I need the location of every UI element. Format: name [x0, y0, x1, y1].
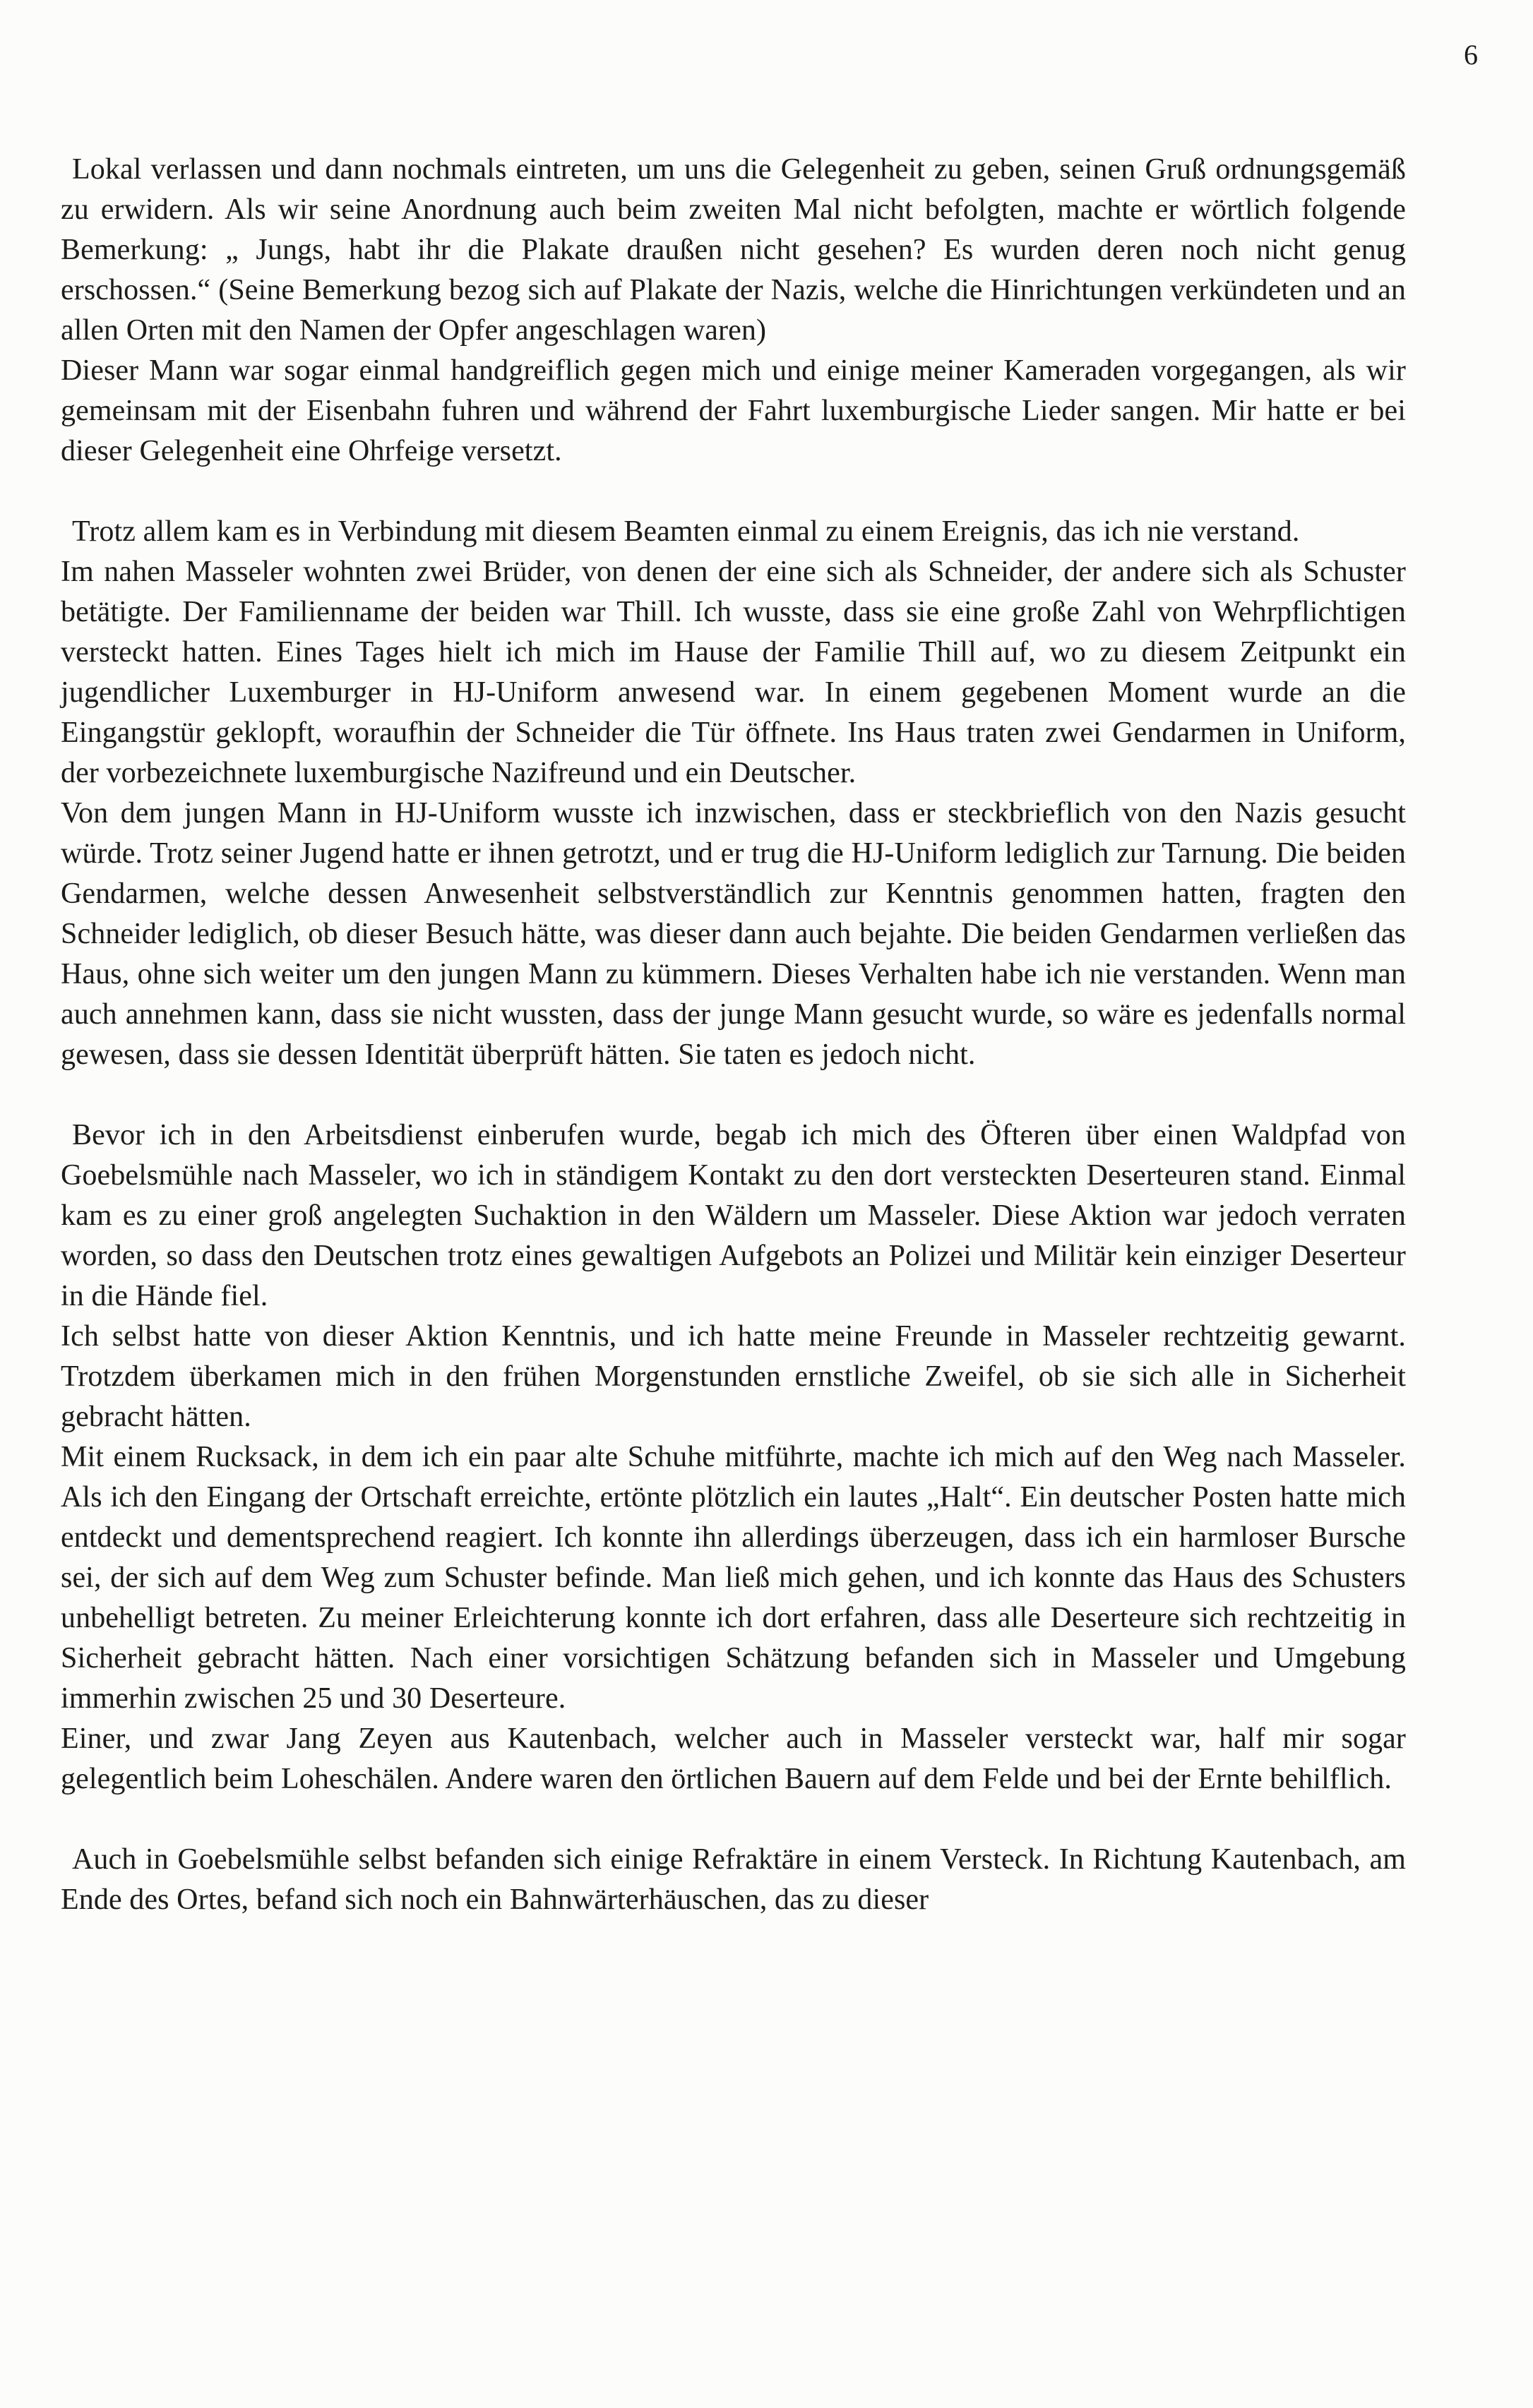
paragraph: Trotz allem kam es in Verbindung mit diesem Beamten einmal zu einem Ereignis, das ich nie verstand. — [72, 515, 1300, 548]
paragraph: Auch in Goebelsmühle selbst befanden sich einige Refraktäre in einem Versteck. In Richtung Kautenbach, am Ende des Ortes, befand sich noch ein Bahnwärterhäuschen, das zu dieser — [61, 1843, 1406, 1916]
paragraph: Mit einem Rucksack, in dem ich ein paar alte Schuhe mitführte, machte ich mich auf den Weg nach Masseler. Als ich den Eingang der Ortschaft erreichte, ertönte plötzlich ein lautes „Halt“. Ein deutscher Posten hatte mich entdeckt und dementsprechend reagiert. Ich konnte ihn allerdings überzeugen, dass ich ein harmloser Bursche sei, der sich auf dem Weg zum Schuster befinde. Man ließ mich gehen, und ich konnte das Haus des Schusters unbehelligt betreten. Zu meiner Erleichterung konnte ich dort erfahren, dass alle Deserteure sich rechtzeitig in Sicherheit gebracht hätten. Nach einer vorsichtigen Schätzung befanden sich in Masseler und Umgebung immerhin zwischen 25 und 30 Deserteure. — [61, 1441, 1406, 1715]
paragraph: Dieser Mann war sogar einmal handgreiflich gegen mich und einige meiner Kameraden vorgegangen, als wir gemeinsam mit der Eisenbahn fuhren und während der Fahrt luxemburgische Lieder sangen. Mir hatte er bei dieser Gelegenheit eine Ohrfeige versetzt. — [61, 354, 1406, 467]
paragraph: Einer, und zwar Jang Zeyen aus Kautenbach, welcher auch in Masseler versteckt war, half mir sogar gelegentlich beim Loheschälen. Andere waren den örtlichen Bauern auf dem Felde und bei der Ernte behilflich. — [61, 1723, 1406, 1795]
paragraph: Lokal verlassen und dann nochmals eintreten, um uns die Gelegenheit zu geben, seinen Gruß ordnungsgemäß zu erwidern. Als wir seine Anordnung auch beim zweiten Mal nicht befolgten, machte er wörtlich folgende Bemerkung: „ Jungs, habt ihr die Plakate draußen nicht gesehen? Es wurden deren noch nicht genug erschossen.“ (Seine Bemerkung bezog sich auf Plakate der Nazis, welche die Hinrichtungen verkündeten und an allen Orten mit den Namen der Opfer angeschlagen waren) — [61, 153, 1406, 347]
paragraph: Von dem jungen Mann in HJ-Uniform wusste ich inzwischen, dass er steckbrieflich von den Nazis gesucht würde. Trotz seiner Jugend hatte er ihnen getrotzt, und er trug die HJ-Uniform lediglich zur Tarnung. Die beiden Gendarmen, welche dessen Anwesenheit selbstverständlich zur Kenntnis genommen hatten, fragten den Schneider lediglich, ob dieser Besuch hätte, was dieser dann auch bejahte. Die beiden Gendarmen verließen das Haus, ohne sich weiter um den jungen Mann zu kümmern. Dieses Verhalten habe ich nie verstanden. Wenn man auch annehmen kann, dass sie nicht wussten, dass der junge Mann gesucht wurde, so wäre es jedenfalls normal gewesen, dass sie dessen Identität überprüft hätten. Sie taten es jedoch nicht. — [61, 797, 1406, 1071]
paragraph: Im nahen Masseler wohnten zwei Brüder, von denen der eine sich als Schneider, der andere sich als Schuster betätigte. Der Familienname der beiden war Thill. Ich wusste, dass sie eine große Zahl von Wehrpflichtigen versteckt hatten. Eines Tages hielt ich mich im Hause der Familie Thill auf, wo zu diesem Zeitpunkt ein jugendlicher Luxemburger in HJ-Uniform anwesend war. In einem gegebenen Moment wurde an die Eingangstür geklopft, woraufhin der Schneider die Tür öffnete. Ins Haus traten zwei Gendarmen in Uniform, der vorbezeichnete luxemburgische Nazifreund und ein Deutscher. — [61, 556, 1406, 789]
paragraph: Bevor ich in den Arbeitsdienst einberufen wurde, begab ich mich des Öfteren über einen Waldpfad von Goebelsmühle nach Masseler, wo ich in ständigem Kontakt zu den dort versteckten Deserteuren stand. Einmal kam es zu einer groß angelegten Suchaktion in den Wäldern um Masseler. Diese Aktion war jedoch verraten worden, so dass den Deutschen trotz eines gewaltigen Aufgebots an Polizei und Militär kein einziger Deserteur in die Hände fiel. — [61, 1119, 1406, 1312]
paragraph: Ich selbst hatte von dieser Aktion Kenntnis, und ich hatte meine Freunde in Masseler rechtzeitig gewarnt. Trotzdem überkamen mich in den frühen Morgenstunden ernstliche Zweifel, ob sie sich alle in Sicherheit gebracht hätten. — [61, 1320, 1406, 1433]
page-number: 6 — [1464, 39, 1478, 71]
document-body — [61, 150, 1406, 1920]
